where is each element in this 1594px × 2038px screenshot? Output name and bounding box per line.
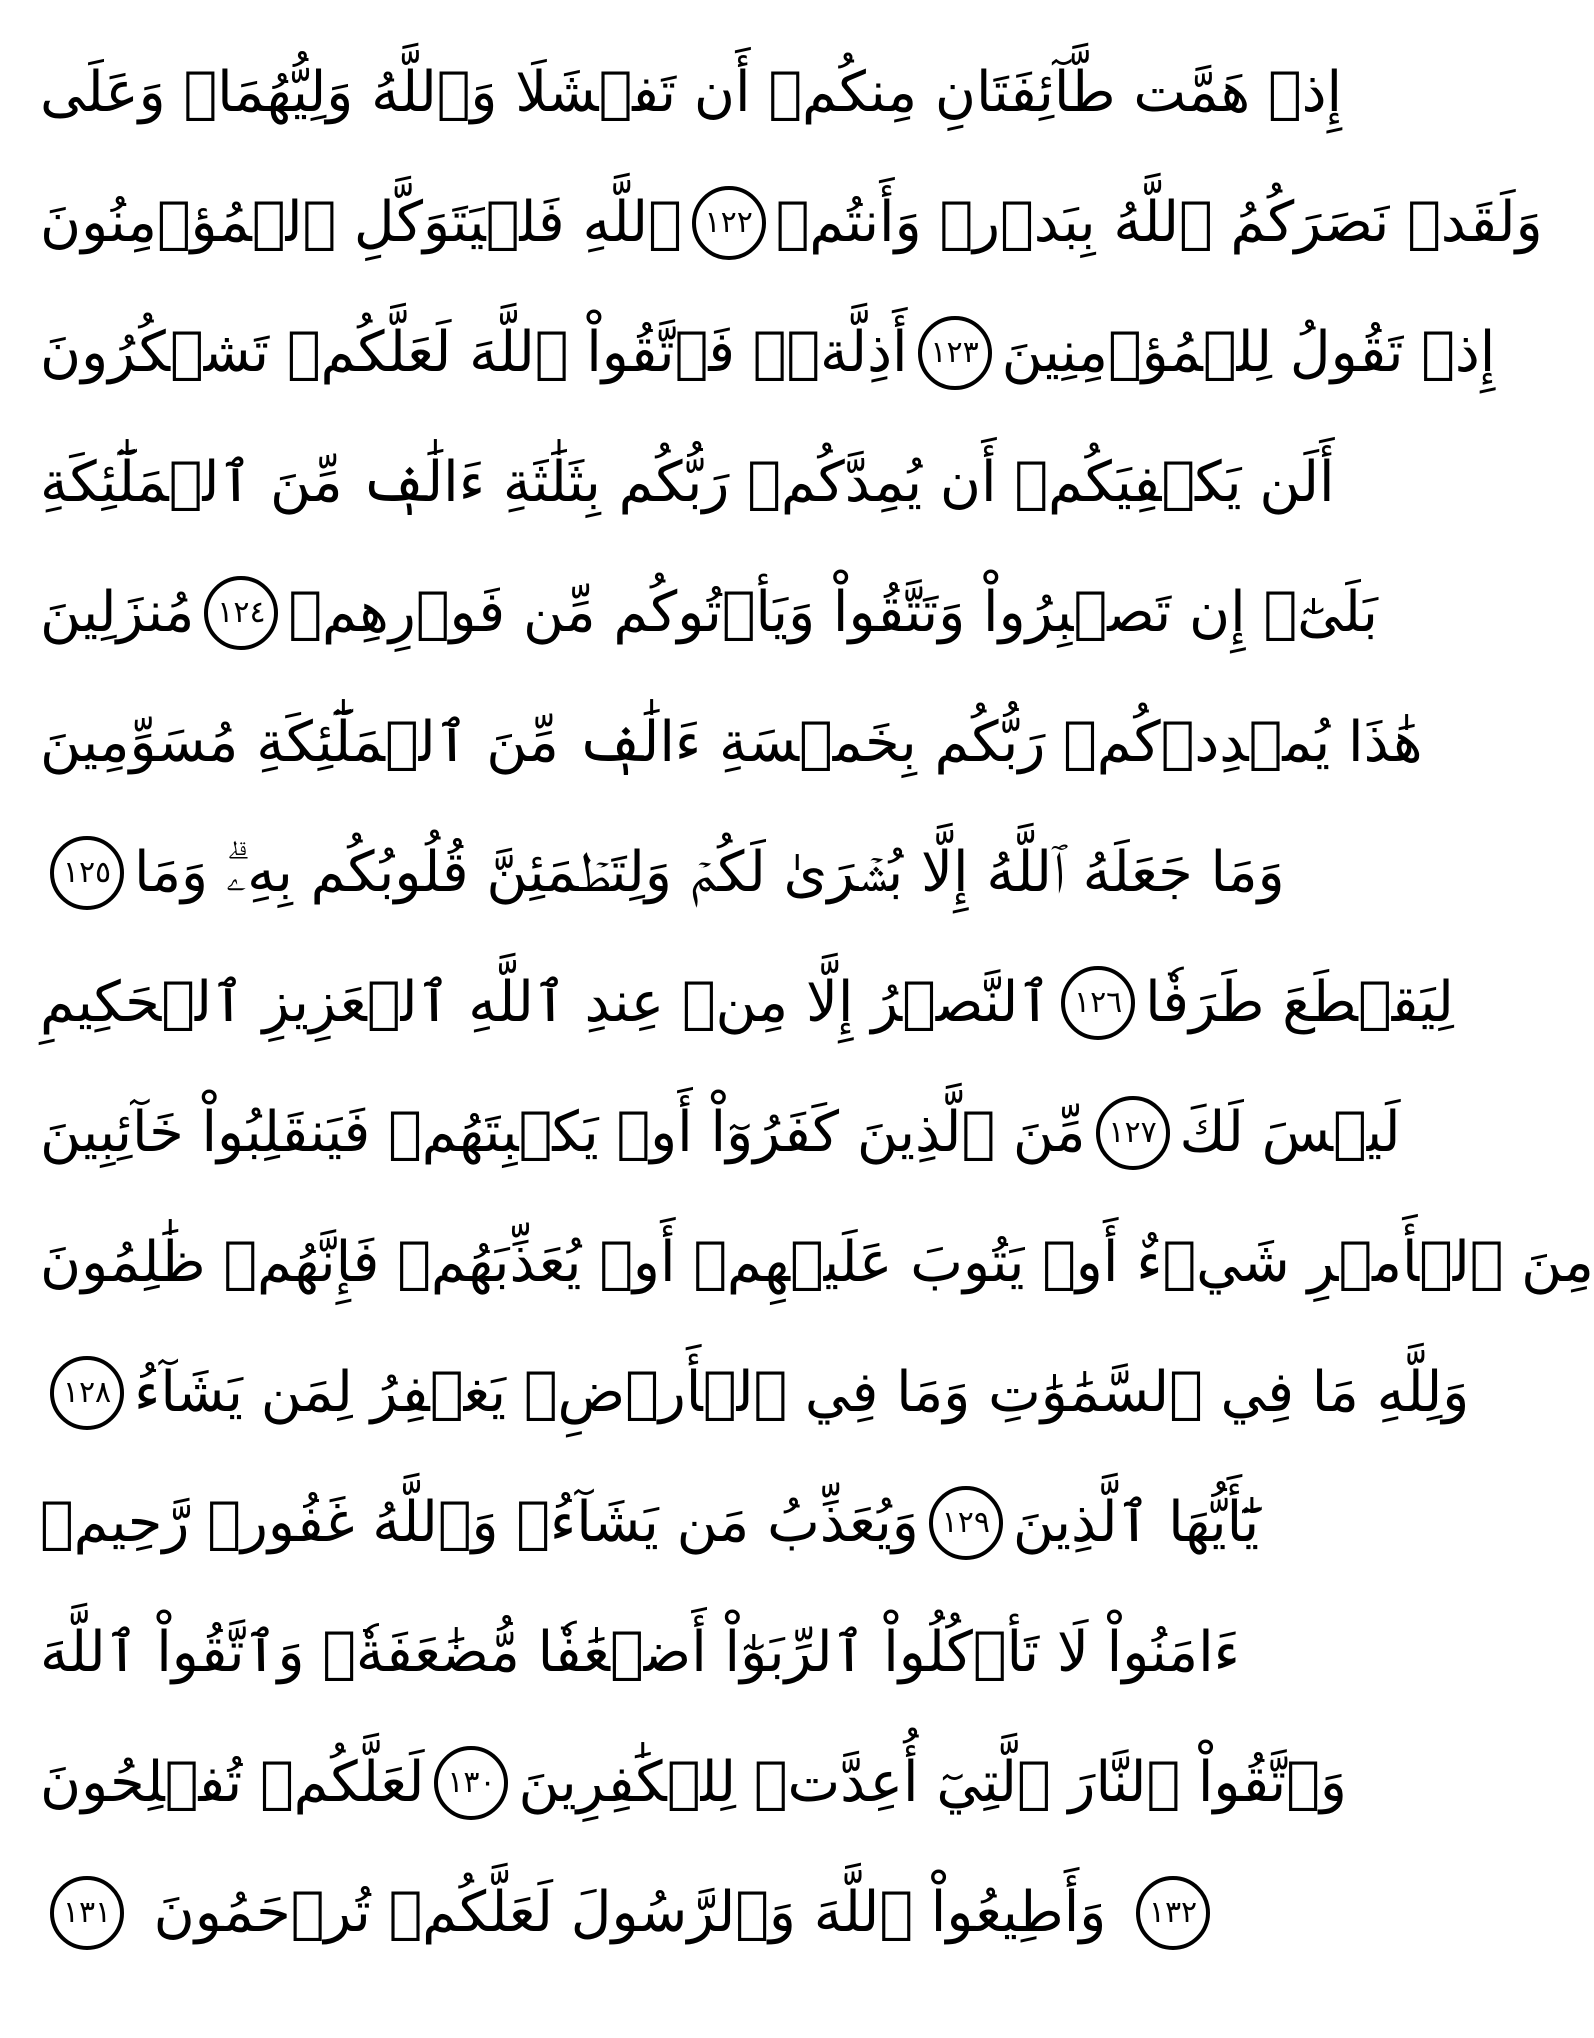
verse-text: أَلَن يَكۡفِيَكُمۡ أَن يُمِدَّكُمۡ رَبُّكُم بِثَلَٰثَةِ ءَالَٰفٖ مِّنَ ٱلۡمَلَٰٓئِكَةِ bbox=[40, 450, 1335, 515]
verse-line bbox=[40, 1078, 1401, 1188]
ayah-number-marker: ١٢٩ bbox=[929, 1486, 1003, 1560]
verse-text: إِذۡ هَمَّت طَّآئِفَتَانِ مِنكُمۡ أَن تَفۡشَلَا وَٱللَّهُ وَلِيُّهُمَاۗ وَعَلَى bbox=[40, 60, 1343, 125]
verse-text: هَٰذَا يُمۡدِدۡكُمۡ رَبُّكُم بِخَمۡسَةِ ءَالَٰفٖ مِّنَ ٱلۡمَلَٰٓئِكَةِ مُسَوِّمِينَ bbox=[40, 710, 1423, 775]
verse-text: ءَامَنُواْ لَا تَأۡكُلُواْ ٱلرِّبَوٰٓاْ أَضۡعَٰفٗا مُّضَٰعَفَةٗۖ وَٱتَّقُواْ ٱللَّهَ bbox=[40, 1620, 1240, 1685]
verse-text: وَٱتَّقُواْ ٱلنَّارَ ٱلَّتِيٓ أُعِدَّتۡ لِلۡكَٰفِرِينَ bbox=[518, 1750, 1347, 1815]
verse-line bbox=[40, 1858, 1220, 1968]
verse-text: ٱلنَّصۡرُ إِلَّا مِنۡ عِندِ ٱللَّهِ ٱلۡعَزِيزِ ٱلۡحَكِيمِ bbox=[40, 970, 1052, 1035]
verse-line bbox=[40, 558, 1378, 668]
verse-text: وَلِلَّهِ مَا فِي ٱلسَّمَٰوَٰتِ وَمَا فِي ٱلۡأَرۡضِۚ يَغۡفِرُ لِمَن يَشَآءُ bbox=[134, 1360, 1470, 1425]
ayah-number-marker: ١٣١ bbox=[50, 1876, 124, 1950]
verse-text: لَعَلَّكُمۡ تُفۡلِحُونَ bbox=[40, 1750, 425, 1815]
verse-line bbox=[40, 688, 1423, 798]
ayah-number-marker: ١٢٣ bbox=[918, 316, 992, 390]
verse-text: مِنَ ٱلۡأَمۡرِ شَيۡءٌ أَوۡ يَتُوبَ عَلَيۡهِمۡ أَوۡ يُعَذِّبَهُمۡ فَإِنَّهُمۡ ظَٰلِمُونَ bbox=[40, 1230, 1594, 1295]
verse-line bbox=[40, 428, 1335, 538]
verse-line bbox=[40, 1468, 1260, 1578]
ayah-number-marker: ١٢٦ bbox=[1061, 966, 1135, 1040]
ayah-number-marker: ١٢٨ bbox=[50, 1356, 124, 1430]
verse-line bbox=[40, 948, 1454, 1058]
verse-line bbox=[40, 1598, 1240, 1708]
ayah-number-marker: ١٢٢ bbox=[692, 186, 766, 260]
ayah-number-marker: ١٣٢ bbox=[1136, 1876, 1210, 1950]
verse-line bbox=[40, 1338, 1470, 1448]
verse-text: يَٰٓأَيُّهَا ٱلَّذِينَ bbox=[1012, 1490, 1260, 1555]
verse-text: مِّنَ ٱلَّذِينَ كَفَرُوٓاْ أَوۡ يَكۡبِتَهُمۡ فَيَنقَلِبُواْ خَآئِبِينَ bbox=[40, 1100, 1086, 1165]
verse-line bbox=[40, 1728, 1347, 1838]
verse-text: ٱللَّهِ فَلۡيَتَوَكَّلِ ٱلۡمُؤۡمِنُونَ bbox=[40, 190, 682, 255]
verse-text: وَأَطِيعُواْ ٱللَّهَ وَٱلرَّسُولَ لَعَلَّكُمۡ تُرۡحَمُونَ bbox=[153, 1880, 1107, 1945]
verse-text: أَذِلَّةٞۖ فَٱتَّقُواْ ٱللَّهَ لَعَلَّكُمۡ تَشۡكُرُونَ bbox=[40, 320, 908, 385]
verse-line bbox=[40, 38, 1343, 148]
ayah-number-marker: ١٣٠ bbox=[434, 1746, 508, 1820]
verse-text: وَيُعَذِّبُ مَن يَشَآءُۚ وَٱللَّهُ غَفُورٞ رَّحِيمٞ bbox=[40, 1490, 919, 1555]
verse-text: إِذۡ تَقُولُ لِلۡمُؤۡمِنِينَ bbox=[1001, 320, 1496, 385]
verse-text: بَلَىٰٓۚ إِن تَصۡبِرُواْ وَتَتَّقُواْ وَيَأۡتُوكُم مِّن فَوۡرِهِمۡ bbox=[288, 580, 1378, 645]
ayah-number-marker: ١٢٤ bbox=[204, 576, 278, 650]
ayah-number-marker: ١٢٥ bbox=[50, 836, 124, 910]
verse-text: مُنزَلِينَ bbox=[40, 580, 195, 645]
verse-text: لَيۡسَ لَكَ bbox=[1179, 1100, 1401, 1165]
verse-line bbox=[40, 298, 1496, 408]
verse-text: لِيَقۡطَعَ طَرَفٗا bbox=[1145, 970, 1454, 1035]
verse-line bbox=[40, 168, 1543, 278]
verse-line bbox=[40, 1208, 1594, 1318]
verse-text: وَلَقَدۡ نَصَرَكُمُ ٱللَّهُ بِبَدۡرٖ وَأَنتُمۡ bbox=[775, 190, 1543, 255]
ayah-number-marker: ١٢٧ bbox=[1096, 1096, 1170, 1170]
verse-text: وَمَا جَعَلَهُ ٱللَّهُ إِلَّا بُشۡرَىٰ لَكُمۡ وَلِتَطۡمَئِنَّ قُلُوبُكُم بِهِۦۗ وَمَا bbox=[134, 840, 1285, 905]
verse-line bbox=[40, 818, 1285, 928]
